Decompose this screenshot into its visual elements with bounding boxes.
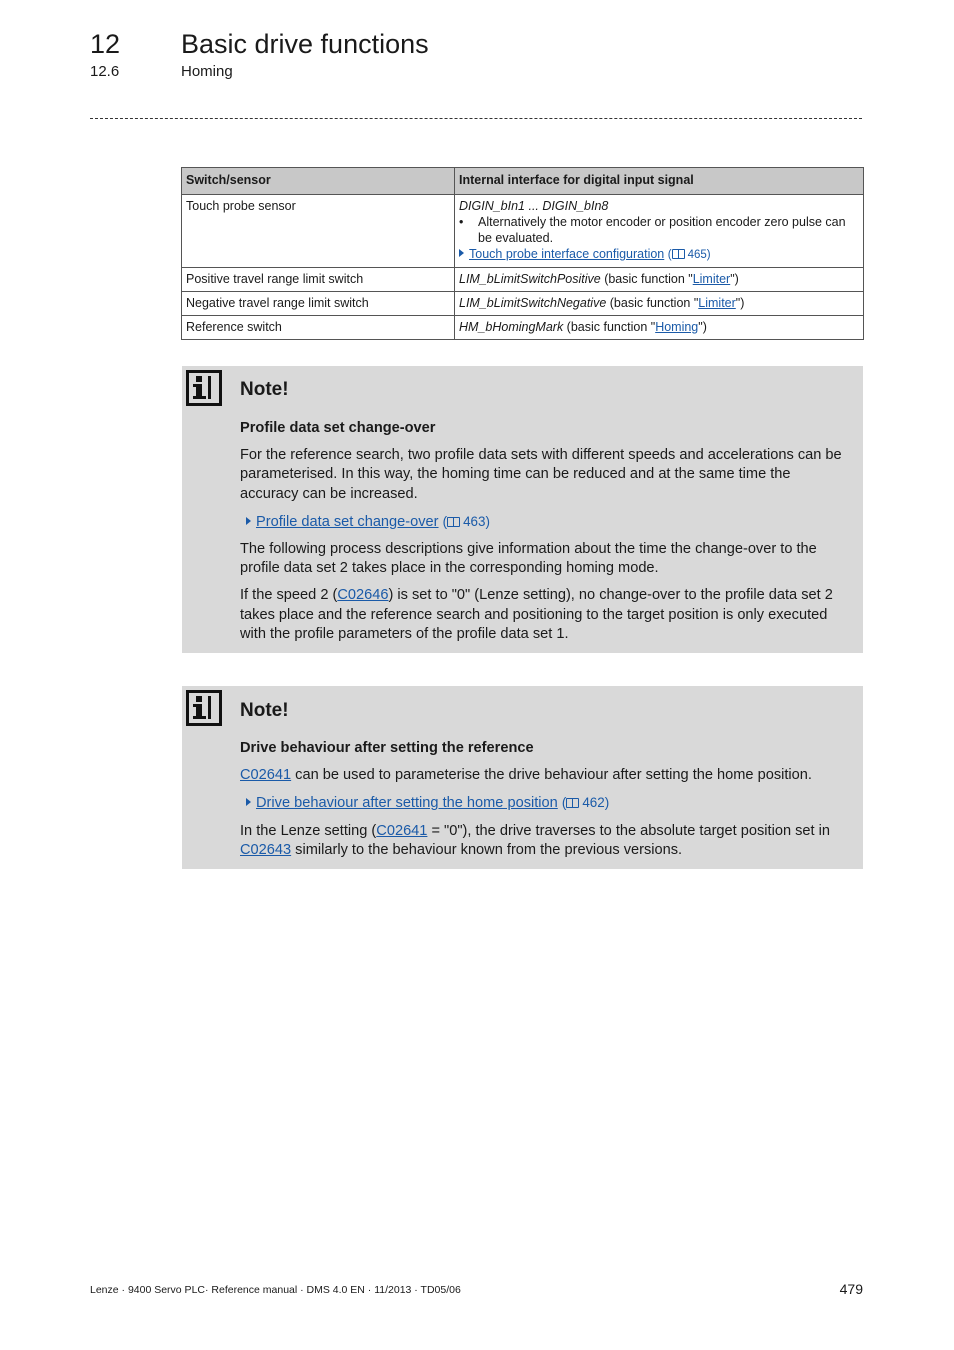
homing-link[interactable]: Homing (655, 320, 699, 334)
limiter-link[interactable]: Limiter (692, 272, 731, 286)
note-box-profile (182, 366, 863, 653)
arrow-right-icon (459, 249, 464, 257)
page-ref: ( 463) (442, 513, 490, 529)
paragraph: For the reference search, two profile data sets with different speeds and accelerations can be parameterised. In this way, the homing time can be reduced and at the same time the accuracy can be increased. (240, 447, 842, 502)
table-row (182, 292, 864, 316)
header-separator (90, 118, 862, 119)
page-ref: ( 462) (561, 795, 610, 811)
table-cell: Negative travel range limit switch (182, 292, 455, 316)
paragraph (240, 766, 846, 785)
text: = "0"), the drive traverses to the absolute target position set in (427, 822, 831, 839)
table-row (182, 268, 864, 292)
drive-behaviour-link[interactable]: Drive behaviour after setting the home position (256, 795, 558, 812)
note-title: Note! (240, 379, 289, 400)
text: (basic function " (606, 296, 699, 310)
text: ) is set to "0" (Lenze setting), no change-over to the profile data set 2 takes place and the reference search and positioning to the target position is only executed with the profile parameters of the profile data set 1. (240, 587, 833, 642)
chapter-number: 12 (90, 29, 121, 59)
table-row (182, 316, 864, 340)
signal-name: LIM_bLimitSwitchPositive (459, 272, 601, 286)
paragraph (240, 586, 846, 644)
text: (basic function " (600, 272, 693, 286)
code-link-c02643[interactable]: C02643 (240, 841, 292, 858)
text: similarly to the behaviour known from the previous versions. (291, 841, 683, 858)
page-number: 479 (839, 1281, 863, 1297)
text: If the speed 2 ( (240, 587, 338, 604)
table-cell (455, 292, 864, 316)
table-header-row (182, 168, 864, 195)
info-icon (186, 370, 222, 406)
arrow-right-icon (246, 798, 251, 806)
page-ref-number: 465 (687, 249, 707, 261)
page-ref-number: 462 (582, 795, 605, 811)
table-row (182, 195, 864, 268)
code-link-c02641[interactable]: C02641 (240, 767, 292, 784)
book-icon (447, 517, 460, 527)
chapter-title: Basic drive functions (181, 29, 429, 59)
section-number: 12.6 (90, 63, 120, 80)
table-cell (455, 316, 864, 340)
note-title: Note! (240, 700, 289, 721)
table-header-cell: Internal interface for digital input signal (455, 168, 864, 195)
table-cell (455, 195, 864, 268)
arrow-right-icon (246, 517, 251, 525)
text: In the Lenze setting ( (240, 822, 377, 839)
link-line (246, 793, 846, 813)
book-icon (566, 798, 579, 808)
page-ref: ( 465) (667, 249, 711, 261)
bullet-item (459, 214, 859, 246)
page-ref-number: 463 (463, 513, 486, 529)
limiter-link[interactable]: Limiter (698, 296, 736, 310)
paragraph: The following process descriptions give information about the time the change-over to the profile data set 2 takes place in the corresponding homing mode. (240, 541, 817, 577)
text: (basic function " (563, 320, 656, 334)
text: ") (698, 320, 707, 334)
signal-name: HM_bHomingMark (459, 320, 564, 334)
book-icon (672, 249, 685, 259)
link-line (246, 512, 846, 532)
section-title: Homing (181, 63, 233, 80)
text: ") (735, 296, 745, 310)
touch-probe-config-link[interactable]: Touch probe interface configuration (469, 247, 665, 261)
text: ") (730, 272, 739, 286)
bullet-text: • Alternatively the motor encoder or position encoder zero pulse can be evaluated. (478, 215, 846, 245)
table-cell: Positive travel range limit switch (182, 268, 455, 292)
code-link-c02641[interactable]: C02641 (376, 822, 428, 839)
table-header-cell: Switch/sensor (182, 168, 455, 195)
info-icon (186, 690, 222, 726)
table-cell (455, 268, 864, 292)
note-heading: Drive behaviour after setting the reference (240, 740, 534, 756)
note-body (240, 419, 846, 652)
link-line (459, 246, 859, 263)
table-cell: Reference switch (182, 316, 455, 340)
note-body (240, 739, 846, 868)
signal-name: LIM_bLimitSwitchNegative (459, 296, 607, 310)
signal-table (181, 167, 864, 340)
note-heading: Profile data set change-over (240, 420, 436, 436)
footer-text: Lenze · 9400 Servo PLC· Reference manual · DMS 4.0 EN · 11/2013 · TD05/06 (90, 1284, 461, 1296)
profile-change-over-link[interactable]: Profile data set change-over (256, 513, 439, 530)
code-link-c02646[interactable]: C02646 (337, 587, 389, 604)
signal-name: DIGIN_bIn1 ... DIGIN_bIn8 (459, 199, 609, 213)
note-box-drive-behaviour (182, 686, 863, 869)
text: can be used to parameterise the drive behaviour after setting the home position. (291, 767, 812, 784)
table-cell: Touch probe sensor (182, 195, 455, 268)
paragraph (240, 822, 846, 860)
